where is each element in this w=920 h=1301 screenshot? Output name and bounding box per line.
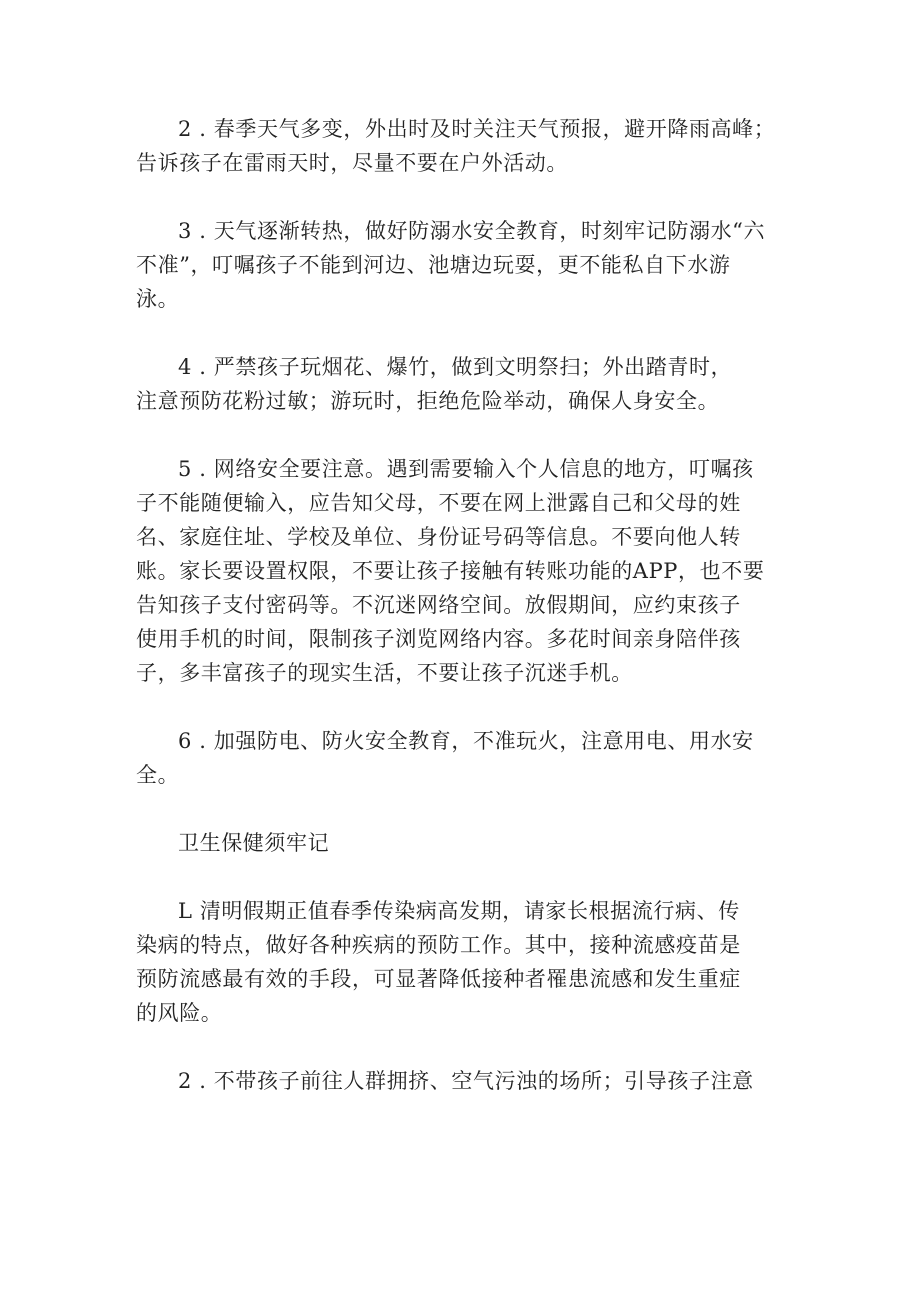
text-line: 泳。	[136, 287, 180, 311]
text-line: 染病的特点，做好各种疾病的预防工作。其中，接种流感疫苗是	[136, 933, 741, 957]
safety-item-drowning	[136, 214, 788, 316]
safety-item-weather	[136, 112, 788, 180]
text-line: 4 . 严禁孩子玩烟花、爆竹，做到文明祭扫；外出踏青时，	[178, 355, 733, 379]
text-line: 子，多丰富孩子的现实生活，不要让孩子沉迷手机。	[136, 661, 633, 685]
text-line: L 清明假期正值春季传染病高发期，请家长根据流行病、传	[178, 899, 740, 923]
text-line: 使用手机的时间，限制孩子浏览网络内容。多花时间亲身陪伴孩	[136, 627, 741, 651]
text-line: 的风险。	[136, 1001, 223, 1025]
section-heading: 卫生保健须牢记	[178, 831, 330, 855]
safety-item-internet	[136, 452, 788, 690]
text-line: 告知孩子支付密码等。不沉迷网络空间。放假期间，应约束孩子	[136, 593, 741, 617]
safety-item-fireworks	[136, 350, 788, 418]
text-line: 不准”，叮嘱孩子不能到河边、池塘边玩耍，更不能私自下水游	[136, 253, 731, 277]
document-body	[136, 112, 788, 1132]
text-line: 子不能随便输入，应告知父母，不要在网上泄露自己和父母的姓	[136, 491, 741, 515]
text-line: 名、家庭住址、学校及单位、身份证号码等信息。不要向他人转	[136, 525, 741, 549]
text-line: 账。家长要设置权限，不要让孩子接触有转账功能的APP，也不要	[136, 559, 765, 583]
safety-item-electricity	[136, 724, 788, 792]
text-line: 全。	[136, 763, 180, 787]
text-line: 告诉孩子在雷雨天时，尽量不要在户外活动。	[136, 151, 568, 175]
text-line: 2 . 春季天气多变，外出时及时关注天气预报，避开降雨高峰；	[178, 117, 776, 141]
text-line: 2 . 不带孩子前往人群拥挤、空气污浊的场所；引导孩子注意	[178, 1069, 754, 1093]
text-line: 3 . 天气逐渐转热，做好防溺水安全教育，时刻牢记防溺水“六	[178, 219, 766, 243]
text-line: 6 . 加强防电、防火安全教育，不准玩火，注意用电、用水安	[178, 729, 754, 753]
text-line: 预防流感最有效的手段，可显著降低接种者罹患流感和发生重症	[136, 967, 741, 991]
health-item-flu	[136, 894, 788, 1030]
text-line: 5 . 网络安全要注意。遇到需要输入个人信息的地方，叮嘱孩	[178, 457, 754, 481]
text-line: 注意预防花粉过敏；游玩时，拒绝危险举动，确保人身安全。	[136, 389, 720, 413]
health-item-crowds	[136, 1064, 788, 1098]
